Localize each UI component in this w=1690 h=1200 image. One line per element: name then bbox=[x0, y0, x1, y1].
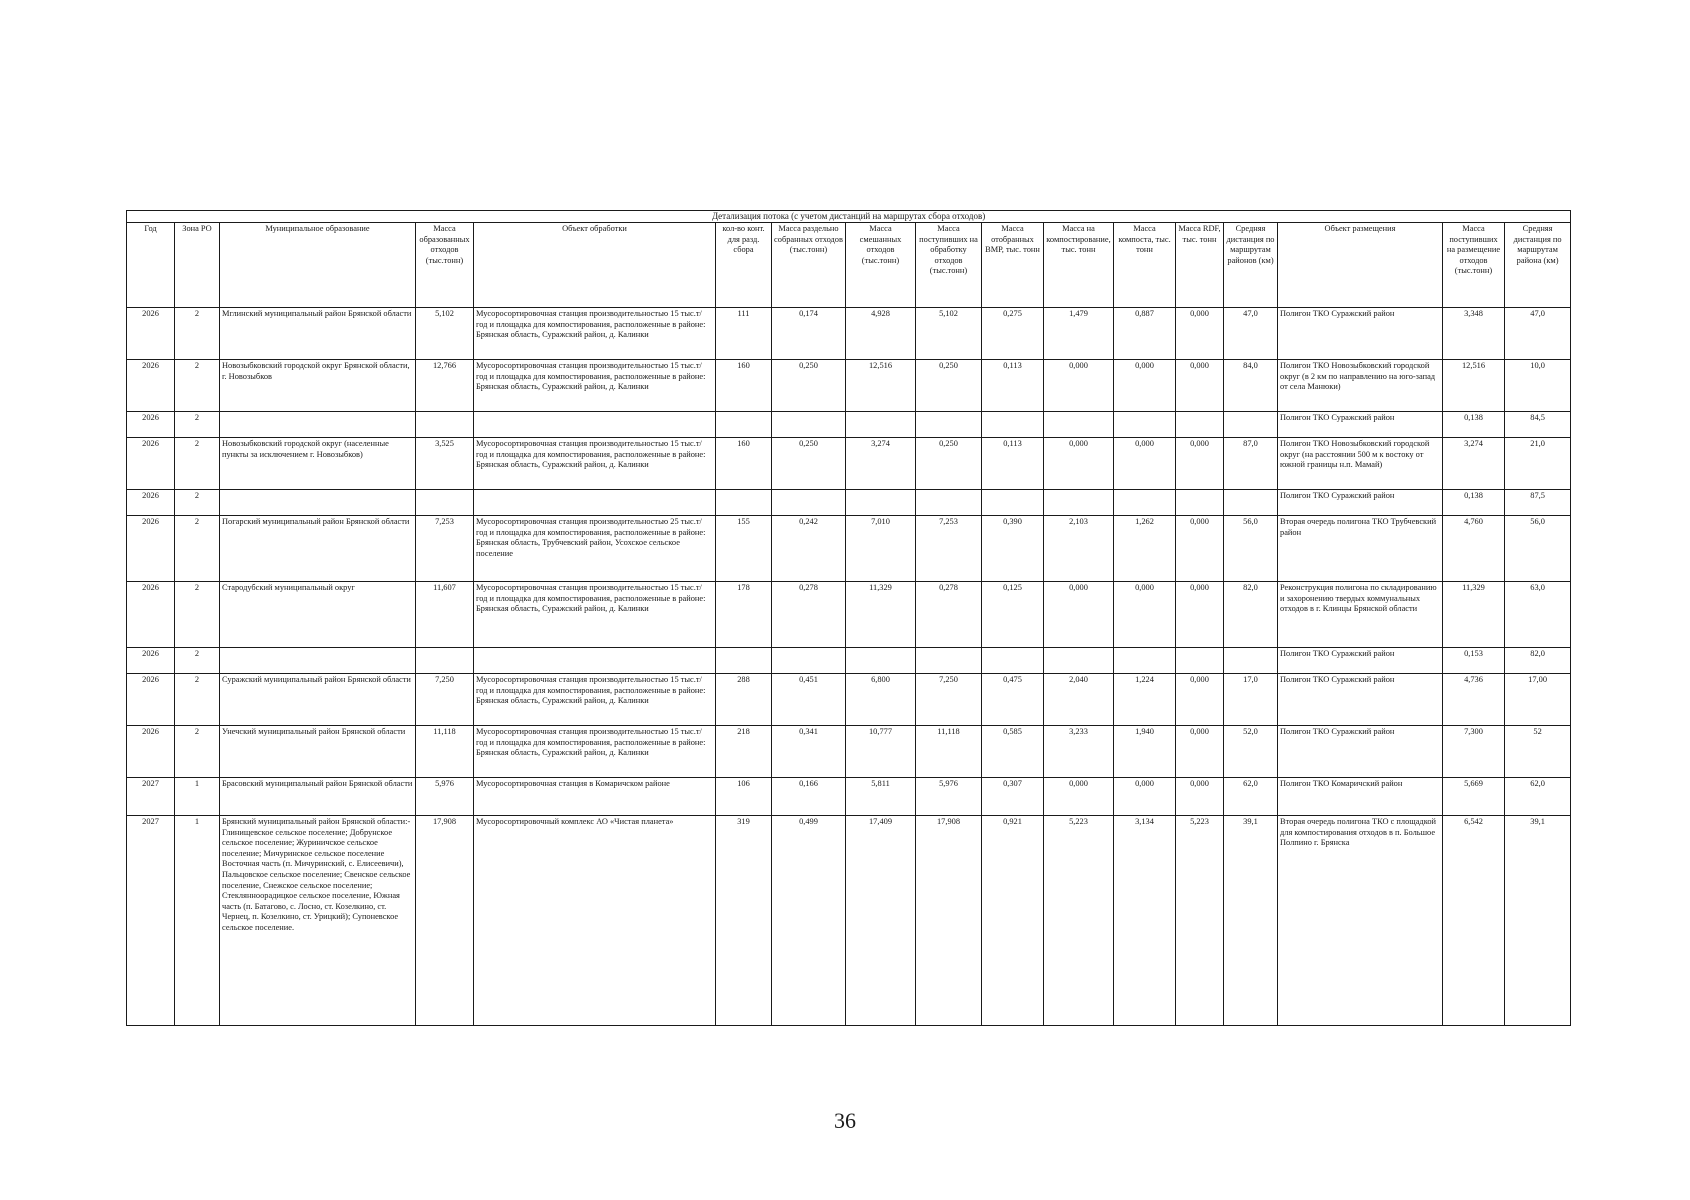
table-cell: 160 bbox=[716, 360, 772, 412]
table-cell: 5,223 bbox=[1044, 816, 1114, 1026]
table-cell: 178 bbox=[716, 582, 772, 648]
table-cell bbox=[1176, 648, 1224, 674]
table-cell: 2026 bbox=[127, 490, 175, 516]
table-cell: 0,307 bbox=[982, 778, 1044, 816]
table-row bbox=[127, 582, 1571, 648]
table-cell: Новозыбковский городской округ (населенные пункты за исключением г. Новозыбков) bbox=[220, 438, 416, 490]
table-cell: 11,329 bbox=[1443, 582, 1505, 648]
table-cell: 0,000 bbox=[1044, 582, 1114, 648]
table-cell: 3,525 bbox=[416, 438, 474, 490]
table-cell: 0,451 bbox=[772, 674, 846, 726]
table-row bbox=[127, 438, 1571, 490]
table-cell: 218 bbox=[716, 726, 772, 778]
table-cell: 0,138 bbox=[1443, 490, 1505, 516]
table-cell: 0,000 bbox=[1176, 778, 1224, 816]
table-cell: 0,000 bbox=[1114, 778, 1176, 816]
table-cell: 2026 bbox=[127, 412, 175, 438]
table-cell: Мглинский муниципальный район Брянской области bbox=[220, 308, 416, 360]
table-cell: 0,585 bbox=[982, 726, 1044, 778]
table-cell: 4,928 bbox=[846, 308, 916, 360]
column-header: Масса RDF, тыс. тонн bbox=[1176, 223, 1224, 308]
table-cell: Мусоросортировочная станция в Комаричском районе bbox=[474, 778, 716, 816]
table-cell: Мусоросортировочная станция производительностью 15 тыс.т/год и площадка для компостирования, расположенные в районе: Брянская область, Суражский район, д. Калинки bbox=[474, 674, 716, 726]
table-cell: 11,329 bbox=[846, 582, 916, 648]
page-number: 36 bbox=[834, 1108, 856, 1133]
table-cell: 2026 bbox=[127, 674, 175, 726]
table-cell: 3,274 bbox=[846, 438, 916, 490]
table-cell: Мусоросортировочная станция производительностью 25 тыс.т/год и площадка для компостирования, расположенные в районе: Брянская область, Трубчевский район, Усохское сельское поселение bbox=[474, 516, 716, 582]
table-cell bbox=[916, 412, 982, 438]
table-cell: 2027 bbox=[127, 816, 175, 1026]
table-cell: 0,475 bbox=[982, 674, 1044, 726]
table-cell: 2 bbox=[175, 648, 220, 674]
table-cell: Полигон ТКО Комаричский район bbox=[1278, 778, 1443, 816]
table-cell bbox=[772, 412, 846, 438]
table-cell: 0,250 bbox=[772, 438, 846, 490]
table-cell: Стародубский муниципальный округ bbox=[220, 582, 416, 648]
column-header: Средняя дистанция по маршрутам районов (км) bbox=[1224, 223, 1278, 308]
table-cell: 17,0 bbox=[1224, 674, 1278, 726]
table-cell bbox=[416, 648, 474, 674]
table-cell: 155 bbox=[716, 516, 772, 582]
table-title-row bbox=[127, 211, 1571, 223]
table-cell bbox=[220, 490, 416, 516]
column-header: Объект размещения bbox=[1278, 223, 1443, 308]
table-cell: 4,736 bbox=[1443, 674, 1505, 726]
table-cell: 2026 bbox=[127, 308, 175, 360]
table-cell: 2 bbox=[175, 726, 220, 778]
table-cell: 2 bbox=[175, 490, 220, 516]
table-cell: 2026 bbox=[127, 726, 175, 778]
table-cell: 106 bbox=[716, 778, 772, 816]
table-cell: 0,278 bbox=[916, 582, 982, 648]
table-cell: 1 bbox=[175, 816, 220, 1026]
table-cell bbox=[1176, 490, 1224, 516]
column-header: Масса отобранных ВМР, тыс. тонн bbox=[982, 223, 1044, 308]
table-cell: 1,479 bbox=[1044, 308, 1114, 360]
table-cell: 5,669 bbox=[1443, 778, 1505, 816]
table-cell: 0,000 bbox=[1114, 582, 1176, 648]
table-cell: 17,908 bbox=[916, 816, 982, 1026]
table-row bbox=[127, 778, 1571, 816]
table-cell: 7,253 bbox=[916, 516, 982, 582]
table-cell: 39,1 bbox=[1505, 816, 1571, 1026]
column-header: Масса компоста, тыс. тонн bbox=[1114, 223, 1176, 308]
table-cell: Суражский муниципальный район Брянской области bbox=[220, 674, 416, 726]
table-cell: 0,000 bbox=[1176, 360, 1224, 412]
table-cell: 0,125 bbox=[982, 582, 1044, 648]
table-cell bbox=[916, 490, 982, 516]
table-cell: 0,887 bbox=[1114, 308, 1176, 360]
table-cell: 17,409 bbox=[846, 816, 916, 1026]
table-cell: 0,275 bbox=[982, 308, 1044, 360]
table-cell: 0,000 bbox=[1114, 360, 1176, 412]
table-row bbox=[127, 674, 1571, 726]
table-cell bbox=[416, 412, 474, 438]
table-cell: 2,040 bbox=[1044, 674, 1114, 726]
table-cell: Брянский муниципальный район Брянской области:- Глинищевское сельское поселение; Добрунское сельское поселение; Журиничское сельское поселение; Мичуринское сельское поселение Восточная часть (п. Мичуринский, с. Елисеевичи), Пальцовское сельское поселение; Свенское сельское поселение, Снежское сельское поселение; Стеклянноорадицкое сельское поселение, Южная часть (п. Батагово, с. Лосно, ст. Козелкино, ст. Чернец, п. Козелкино, ст. Урицкий); Супоневское сельское поселение. bbox=[220, 816, 416, 1026]
table-cell bbox=[846, 648, 916, 674]
table-cell: 0,250 bbox=[772, 360, 846, 412]
table-cell: 82,0 bbox=[1505, 648, 1571, 674]
table-cell: 0,000 bbox=[1176, 726, 1224, 778]
table-cell: 0,390 bbox=[982, 516, 1044, 582]
table-row bbox=[127, 816, 1571, 1026]
table-row bbox=[127, 360, 1571, 412]
table-cell: 12,516 bbox=[1443, 360, 1505, 412]
table-cell: Полигон ТКО Новозыбковский городской округ (на расстоянии 500 м к востоку от южной границы н.п. Мамай) bbox=[1278, 438, 1443, 490]
table-cell: 0,000 bbox=[1176, 308, 1224, 360]
table-cell: 17,00 bbox=[1505, 674, 1571, 726]
table-cell: 319 bbox=[716, 816, 772, 1026]
table-cell: 87,0 bbox=[1224, 438, 1278, 490]
table-cell: 0,166 bbox=[772, 778, 846, 816]
table-cell: Реконструкция полигона по складированию и захоронению твердых коммунальных отходов в г. Клинцы Брянской области bbox=[1278, 582, 1443, 648]
table-cell: 11,118 bbox=[916, 726, 982, 778]
table-cell: 2026 bbox=[127, 360, 175, 412]
table-cell: 10,777 bbox=[846, 726, 916, 778]
table-cell: 12,766 bbox=[416, 360, 474, 412]
table-cell: 0,000 bbox=[1044, 778, 1114, 816]
table-cell: 87,5 bbox=[1505, 490, 1571, 516]
table-row bbox=[127, 412, 1571, 438]
table-cell: Новозыбковский городской округ Брянской области, г. Новозыбков bbox=[220, 360, 416, 412]
table-cell bbox=[220, 412, 416, 438]
table-cell: Мусоросортировочная станция производительностью 15 тыс.т/год и площадка для компостирования, расположенные в районе: Брянская область, Суражский район, д. Калинки bbox=[474, 726, 716, 778]
table-cell: 0,174 bbox=[772, 308, 846, 360]
table-cell: 6,542 bbox=[1443, 816, 1505, 1026]
table-cell: 1,224 bbox=[1114, 674, 1176, 726]
table-cell: Мусоросортировочная станция производительностью 15 тыс.т/год и площадка для компостирования, расположенные в районе: Брянская область, Суражский район, д. Калинки bbox=[474, 438, 716, 490]
table-cell: 39,1 bbox=[1224, 816, 1278, 1026]
table-cell: 82,0 bbox=[1224, 582, 1278, 648]
table-cell: Унечский муниципальный район Брянской области bbox=[220, 726, 416, 778]
table-cell: 1 bbox=[175, 778, 220, 816]
table-cell: 4,760 bbox=[1443, 516, 1505, 582]
table-cell: 0,278 bbox=[772, 582, 846, 648]
table-cell: 0,113 bbox=[982, 438, 1044, 490]
table-cell bbox=[1114, 490, 1176, 516]
table-cell bbox=[846, 412, 916, 438]
table-cell bbox=[772, 648, 846, 674]
table-row bbox=[127, 490, 1571, 516]
table-cell: 52,0 bbox=[1224, 726, 1278, 778]
document-sheet bbox=[126, 210, 1570, 1026]
table-cell: Полигон ТКО Суражский район bbox=[1278, 648, 1443, 674]
table-row bbox=[127, 726, 1571, 778]
table-cell: 0,138 bbox=[1443, 412, 1505, 438]
table-cell bbox=[1114, 648, 1176, 674]
column-header: Масса раздельно собранных отходов (тыс.тонн) bbox=[772, 223, 846, 308]
table-cell: 3,348 bbox=[1443, 308, 1505, 360]
column-header: Зона РО bbox=[175, 223, 220, 308]
table-cell: 2 bbox=[175, 412, 220, 438]
table-cell: Полигон ТКО Суражский район bbox=[1278, 726, 1443, 778]
table-row bbox=[127, 308, 1571, 360]
table-cell bbox=[982, 490, 1044, 516]
table-cell: 2 bbox=[175, 308, 220, 360]
table-cell: Вторая очередь полигона ТКО с площадкой для компостирования отходов в п. Большое Полпино г. Брянска bbox=[1278, 816, 1443, 1026]
table-cell: 56,0 bbox=[1224, 516, 1278, 582]
table-cell: 5,811 bbox=[846, 778, 916, 816]
table-cell: 2026 bbox=[127, 516, 175, 582]
column-header: Масса образованных отходов (тыс.тонн) bbox=[416, 223, 474, 308]
table-cell: 7,250 bbox=[916, 674, 982, 726]
column-header: Масса поступивших на обработку отходов (тыс.тонн) bbox=[916, 223, 982, 308]
table-cell: 1,940 bbox=[1114, 726, 1176, 778]
table-cell: 5,102 bbox=[416, 308, 474, 360]
table-cell: 21,0 bbox=[1505, 438, 1571, 490]
table-cell: Полигон ТКО Суражский район bbox=[1278, 490, 1443, 516]
table-cell: 0,000 bbox=[1176, 674, 1224, 726]
column-header: кол-во конт. для разд. сбора bbox=[716, 223, 772, 308]
table-cell: 12,516 bbox=[846, 360, 916, 412]
column-header: Масса на компостирование, тыс. тонн bbox=[1044, 223, 1114, 308]
table-cell: 0,113 bbox=[982, 360, 1044, 412]
table-cell: 62,0 bbox=[1505, 778, 1571, 816]
table-cell: Полигон ТКО Новозыбковский городской округ (в 2 км по направлению на юго-запад от села Манюки) bbox=[1278, 360, 1443, 412]
table-cell: 0,242 bbox=[772, 516, 846, 582]
table-cell bbox=[716, 490, 772, 516]
table-cell: 3,134 bbox=[1114, 816, 1176, 1026]
table-cell: 5,223 bbox=[1176, 816, 1224, 1026]
table-cell: 0,000 bbox=[1044, 360, 1114, 412]
table-cell: 111 bbox=[716, 308, 772, 360]
column-header-row bbox=[127, 223, 1571, 308]
table-body bbox=[127, 308, 1571, 1026]
table-cell: Мусоросортировочная станция производительностью 15 тыс.т/год и площадка для компостирования, расположенные в районе: Брянская область, Суражский район, д. Калинки bbox=[474, 308, 716, 360]
table-cell: 2027 bbox=[127, 778, 175, 816]
table-cell: 5,976 bbox=[916, 778, 982, 816]
table-cell: 288 bbox=[716, 674, 772, 726]
column-header: Муниципальное образование bbox=[220, 223, 416, 308]
waste-flow-table bbox=[126, 210, 1571, 1026]
table-cell: 7,300 bbox=[1443, 726, 1505, 778]
table-cell: 5,976 bbox=[416, 778, 474, 816]
table-cell: 0,000 bbox=[1176, 516, 1224, 582]
table-row bbox=[127, 648, 1571, 674]
table-cell bbox=[716, 412, 772, 438]
table-cell bbox=[1224, 648, 1278, 674]
table-row bbox=[127, 516, 1571, 582]
table-cell: Полигон ТКО Суражский район bbox=[1278, 412, 1443, 438]
column-header: Объект обработки bbox=[474, 223, 716, 308]
table-cell: 56,0 bbox=[1505, 516, 1571, 582]
column-header: Средняя дистанция по маршрутам района (км) bbox=[1505, 223, 1571, 308]
table-cell: 7,253 bbox=[416, 516, 474, 582]
table-main-header: Детализация потока (с учетом дистанций на маршрутах сбора отходов) bbox=[127, 211, 1571, 223]
table-cell: Вторая очередь полигона ТКО Трубчевский район bbox=[1278, 516, 1443, 582]
table-cell: 11,607 bbox=[416, 582, 474, 648]
column-header: Масса смешанных отходов (тыс.тонн) bbox=[846, 223, 916, 308]
table-cell: 10,0 bbox=[1505, 360, 1571, 412]
table-cell: 2 bbox=[175, 516, 220, 582]
table-cell bbox=[474, 412, 716, 438]
table-cell: 0,250 bbox=[916, 438, 982, 490]
table-cell bbox=[716, 648, 772, 674]
table-cell: 7,250 bbox=[416, 674, 474, 726]
table-cell bbox=[772, 490, 846, 516]
table-cell: 47,0 bbox=[1224, 308, 1278, 360]
table-cell: 3,274 bbox=[1443, 438, 1505, 490]
table-cell: Погарский муниципальный район Брянской области bbox=[220, 516, 416, 582]
table-cell: 17,908 bbox=[416, 816, 474, 1026]
table-cell: 0,341 bbox=[772, 726, 846, 778]
table-cell: 2,103 bbox=[1044, 516, 1114, 582]
table-cell: 2 bbox=[175, 582, 220, 648]
table-cell bbox=[982, 412, 1044, 438]
table-cell: 62,0 bbox=[1224, 778, 1278, 816]
column-header: Масса поступивших на размещение отходов (тыс.тонн) bbox=[1443, 223, 1505, 308]
table-cell: Мусоросортировочная станция производительностью 15 тыс.т/год и площадка для компостирования, расположенные в районе: Брянская область, Суражский район, д. Калинки bbox=[474, 582, 716, 648]
table-cell: 0,499 bbox=[772, 816, 846, 1026]
table-cell bbox=[1044, 490, 1114, 516]
table-cell bbox=[474, 490, 716, 516]
table-cell bbox=[982, 648, 1044, 674]
table-cell: 2026 bbox=[127, 648, 175, 674]
table-cell: 0,921 bbox=[982, 816, 1044, 1026]
table-cell: 6,800 bbox=[846, 674, 916, 726]
table-cell bbox=[220, 648, 416, 674]
table-cell bbox=[1224, 490, 1278, 516]
table-cell: Брасовский муниципальный район Брянской области bbox=[220, 778, 416, 816]
table-cell: 7,010 bbox=[846, 516, 916, 582]
table-cell bbox=[474, 648, 716, 674]
table-cell: 2 bbox=[175, 674, 220, 726]
table-cell: 1,262 bbox=[1114, 516, 1176, 582]
table-cell: 2 bbox=[175, 438, 220, 490]
table-cell: Мусоросортировочный комплекс АО «Чистая планета» bbox=[474, 816, 716, 1026]
table-cell: 0,000 bbox=[1114, 438, 1176, 490]
table-cell: 52 bbox=[1505, 726, 1571, 778]
table-cell: Полигон ТКО Суражский район bbox=[1278, 674, 1443, 726]
table-cell: 11,118 bbox=[416, 726, 474, 778]
column-header: Год bbox=[127, 223, 175, 308]
table-cell: Мусоросортировочная станция производительностью 15 тыс.т/год и площадка для компостирования, расположенные в районе: Брянская область, Суражский район, д. Калинки bbox=[474, 360, 716, 412]
table-cell bbox=[416, 490, 474, 516]
table-cell: 0,153 bbox=[1443, 648, 1505, 674]
table-cell: 47,0 bbox=[1505, 308, 1571, 360]
table-cell: 0,000 bbox=[1176, 582, 1224, 648]
table-cell: 5,102 bbox=[916, 308, 982, 360]
table-cell: Полигон ТКО Суражский район bbox=[1278, 308, 1443, 360]
table-cell: 84,5 bbox=[1505, 412, 1571, 438]
table-cell bbox=[846, 490, 916, 516]
table-cell bbox=[1224, 412, 1278, 438]
table-cell: 0,000 bbox=[1176, 438, 1224, 490]
table-cell: 160 bbox=[716, 438, 772, 490]
table-cell: 0,000 bbox=[1044, 438, 1114, 490]
table-cell bbox=[1044, 648, 1114, 674]
table-cell: 84,0 bbox=[1224, 360, 1278, 412]
table-cell: 2026 bbox=[127, 438, 175, 490]
table-cell: 3,233 bbox=[1044, 726, 1114, 778]
table-cell: 2 bbox=[175, 360, 220, 412]
table-cell bbox=[1176, 412, 1224, 438]
table-cell bbox=[916, 648, 982, 674]
table-cell: 63,0 bbox=[1505, 582, 1571, 648]
table-cell: 2026 bbox=[127, 582, 175, 648]
table-cell bbox=[1114, 412, 1176, 438]
table-cell bbox=[1044, 412, 1114, 438]
table-cell: 0,250 bbox=[916, 360, 982, 412]
